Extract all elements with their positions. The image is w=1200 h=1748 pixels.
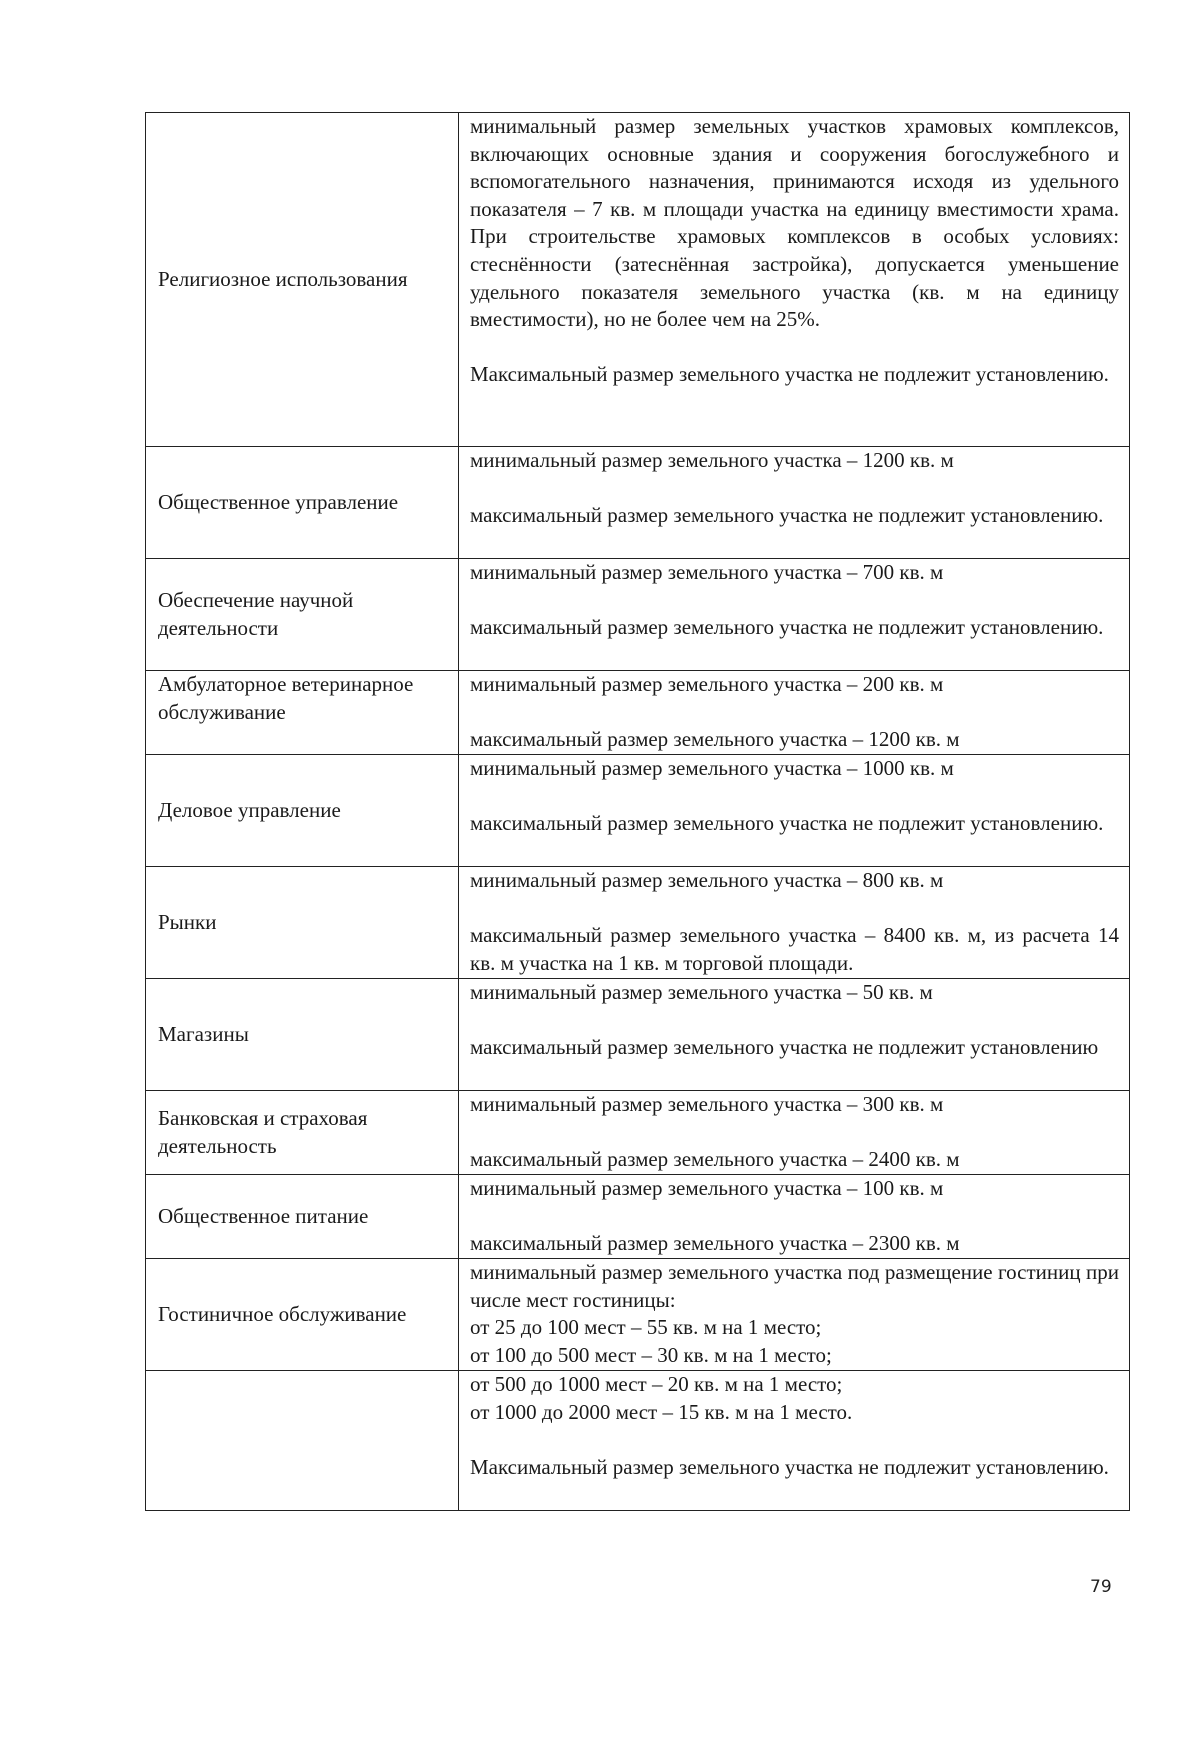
table-row — [146, 1371, 1130, 1511]
use-type-cell — [146, 447, 459, 559]
min-size-text: минимальный размер земельного участка – 1000 кв. м — [470, 756, 954, 780]
use-type-cell — [146, 867, 459, 979]
capacity-rate-line: от 25 до 100 мест – 55 кв. м на 1 место; — [470, 1315, 822, 1340]
min-size-text: минимальный размер земельного участка – 100 кв. м — [470, 1176, 944, 1200]
max-size-text: максимальный размер земельного участка не подлежит установлению. — [470, 615, 1104, 640]
max-size-text: максимальный размер земельного участка – 2400 кв. м — [470, 1147, 960, 1172]
size-description-cell — [459, 867, 1130, 979]
land-use-table — [145, 112, 1130, 1511]
use-type-name: Рынки — [158, 909, 217, 934]
min-size-text: минимальный размер земельного участка – 800 кв. м — [470, 868, 944, 892]
capacity-rate-line: от 500 до 1000 мест – 20 кв. м на 1 место; — [470, 1372, 843, 1396]
table-row — [146, 559, 1130, 671]
size-description-cell — [459, 447, 1130, 559]
min-size-text: минимальный размер земельного участка – 300 кв. м — [470, 1092, 944, 1116]
use-type-name: Обеспечение научной деятельности — [158, 587, 354, 640]
use-type-name: Амбулаторное ветеринарное обслуживание — [158, 672, 414, 724]
use-type-name: Гостиничное обслуживание — [158, 1301, 407, 1326]
use-type-cell — [146, 1259, 459, 1371]
min-size-text: минимальный размер земельного участка – 200 кв. м — [470, 672, 944, 696]
use-type-name: Банковская и страховая деятельность — [158, 1105, 368, 1158]
capacity-rate-line: от 100 до 500 мест – 30 кв. м на 1 место; — [470, 1342, 832, 1367]
use-type-cell — [146, 1371, 459, 1511]
use-type-cell — [146, 113, 459, 447]
use-type-cell — [146, 559, 459, 671]
size-description-cell — [459, 755, 1130, 867]
min-size-text: минимальный размер земельного участка – 50 кв. м — [470, 980, 933, 1004]
use-type-cell — [146, 979, 459, 1091]
max-size-text: Максимальный размер земельного участка не подлежит установлению. — [470, 362, 1109, 387]
use-type-cell — [146, 1175, 459, 1259]
table-row — [146, 447, 1130, 559]
max-size-text: максимальный размер земельного участка не подлежит установлению. — [470, 503, 1104, 528]
size-description-cell — [459, 1175, 1130, 1259]
size-description-cell — [459, 671, 1130, 755]
table-row — [146, 113, 1130, 447]
use-type-name: Деловое управление — [158, 797, 341, 822]
use-type-cell — [146, 1091, 459, 1175]
use-type-cell — [146, 755, 459, 867]
size-description-cell — [459, 1091, 1130, 1175]
table-row — [146, 867, 1130, 979]
table-row — [146, 755, 1130, 867]
use-type-name: Магазины — [158, 1021, 249, 1046]
max-size-text: максимальный размер земельного участка – 2300 кв. м — [470, 1231, 960, 1256]
table-row — [146, 979, 1130, 1091]
use-type-cell — [146, 671, 459, 755]
use-type-name: Общественное питание — [158, 1203, 369, 1228]
size-description-cell — [459, 1371, 1130, 1511]
table-row — [146, 1175, 1130, 1259]
table-row — [146, 1259, 1130, 1371]
size-description-cell — [459, 113, 1130, 447]
max-size-text: максимальный размер земельного участка – 1200 кв. м — [470, 727, 960, 752]
table-row — [146, 671, 1130, 755]
use-type-name: Религиозное использования — [158, 266, 408, 291]
capacity-rate-line: от 1000 до 2000 мест – 15 кв. м на 1 место. — [470, 1399, 853, 1424]
use-type-name: Общественное управление — [158, 489, 399, 514]
max-size-text: максимальный размер земельного участка не подлежит установлению — [470, 1035, 1099, 1060]
max-size-text: максимальный размер земельного участка не подлежит установлению. — [470, 811, 1104, 836]
min-size-text: минимальный размер земельных участков храмовых комплексов, включающих основные здания и сооружения богослужебного и вспомогательного назначения, принимаются исходя из удельного показателя – 7 кв. м площади участка на единицу вместимости храма. При строительстве храмовых комплексов в особых условиях: стеснённости (затеснённая застройка), допускается уменьшение удельного показателя земельного участка (кв. м на единицу вместимости), но не более чем на 25%. — [470, 114, 1119, 332]
max-size-text: максимальный размер земельного участка – 8400 кв. м, из расчета 14 кв. м участка на 1 кв. м торговой площади. — [470, 923, 1119, 975]
size-description-cell — [459, 979, 1130, 1091]
size-description-cell — [459, 559, 1130, 671]
min-size-text: минимальный размер земельного участка – 1200 кв. м — [470, 448, 954, 472]
min-size-text: минимальный размер земельного участка под размещение гостиниц при числе мест гостиницы: — [470, 1260, 1119, 1312]
table-row — [146, 1091, 1130, 1175]
max-size-text: Максимальный размер земельного участка не подлежит установлению. — [470, 1454, 1109, 1479]
size-description-cell — [459, 1259, 1130, 1371]
min-size-text: минимальный размер земельного участка – 700 кв. м — [470, 560, 944, 584]
page-number: 79 — [1090, 1577, 1112, 1597]
